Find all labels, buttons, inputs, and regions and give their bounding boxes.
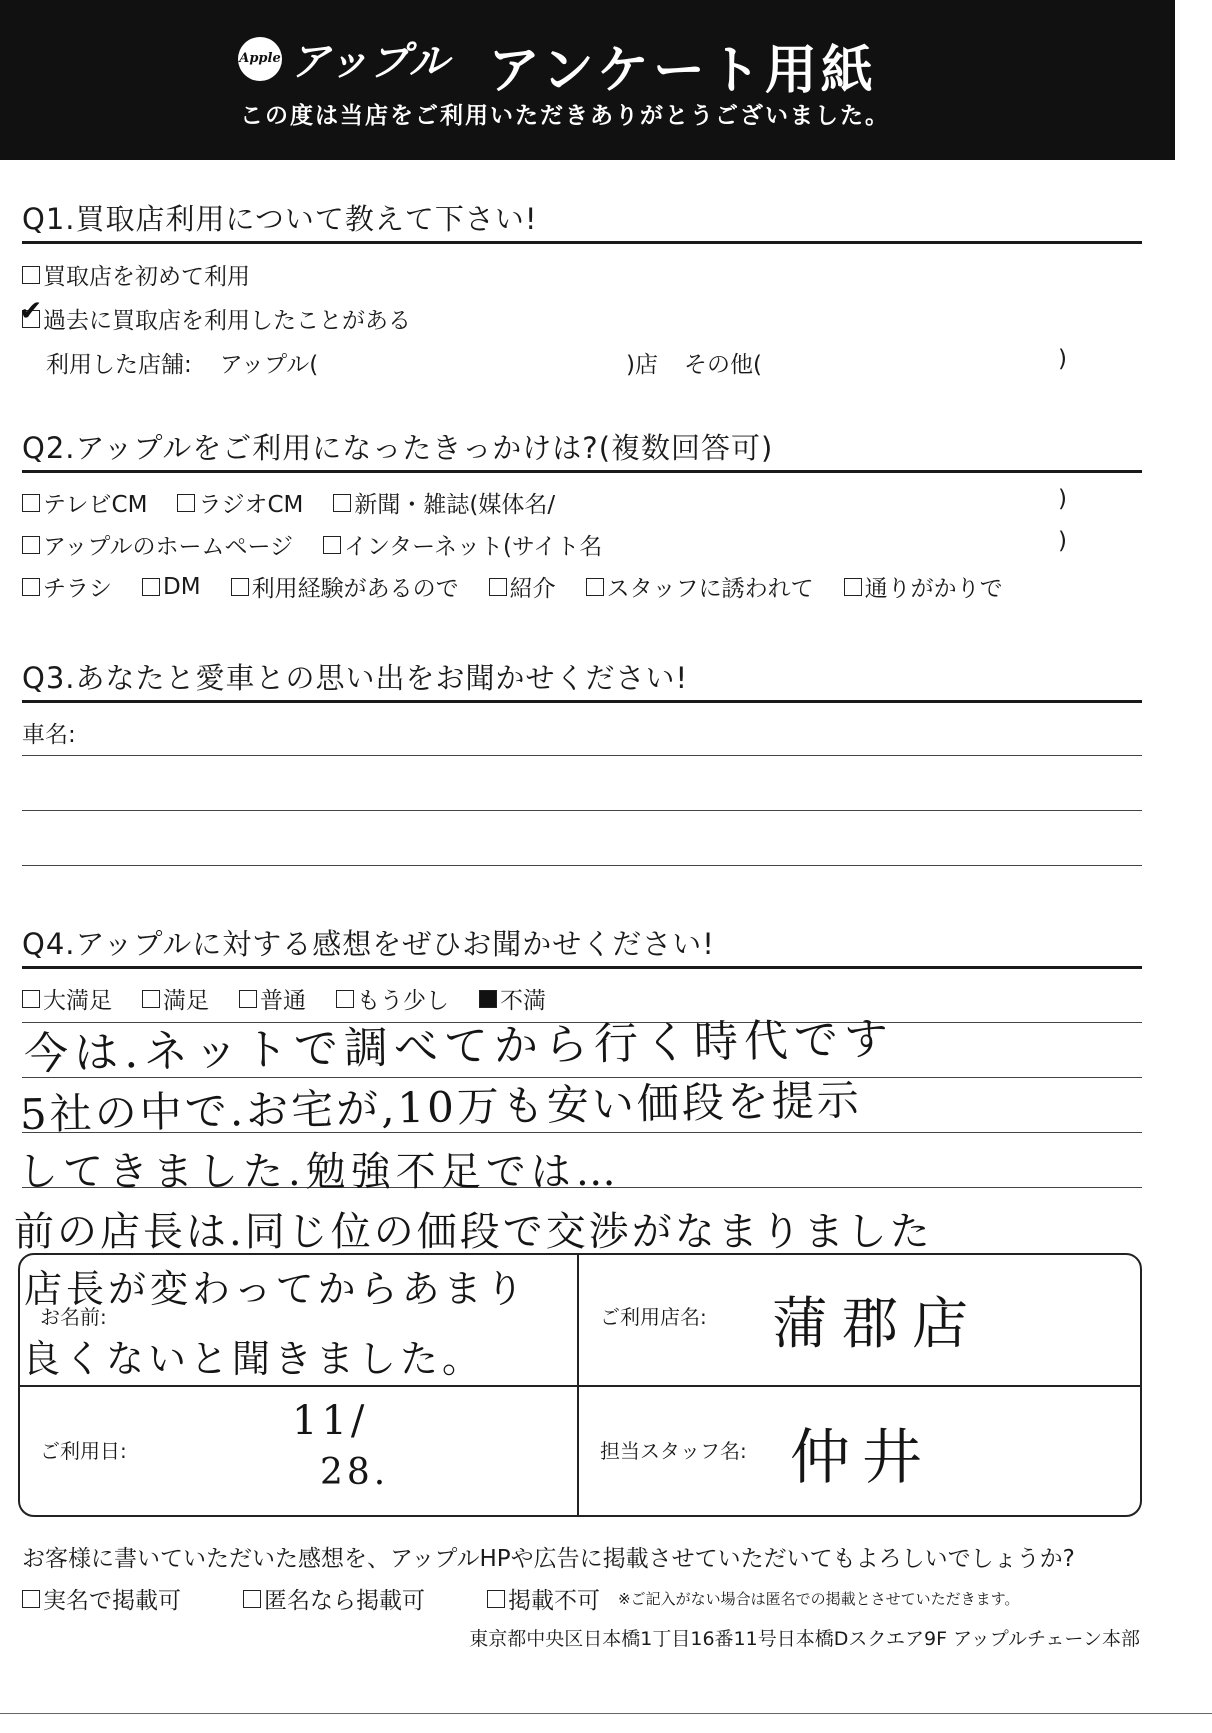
handwritten-line-1: 今は.ネットで調べてから行く時代です (23, 1013, 895, 1080)
store-apple-label: アップル( (219, 352, 319, 378)
option-label: 紹介 (509, 576, 556, 602)
option-label: 買取店を初めて利用 (43, 264, 250, 290)
q1-store-line (46, 346, 318, 379)
checkbox[interactable] (844, 578, 862, 596)
page-title: アンケート用紙 (488, 41, 877, 101)
checkbox[interactable] (142, 990, 160, 1008)
option-label: 掲載不可 (508, 1588, 600, 1614)
brand-logo (238, 30, 450, 87)
option-label: 匿名なら掲載可 (264, 1588, 425, 1614)
rating-satisfied[interactable] (142, 982, 209, 1015)
q1-title: Q1.買取店利用について教えて下さい! (22, 202, 538, 236)
q3-title: Q3.あなたと愛車との思い出をお聞かせください! (22, 661, 689, 695)
option-label: テレビCM (43, 492, 148, 518)
staff-name-value: 仲井 (790, 1423, 934, 1493)
option-experience[interactable] (231, 570, 459, 603)
option-label: 大満足 (43, 988, 112, 1014)
q1-option-first-time[interactable] (22, 258, 250, 291)
checkbox-checked[interactable] (479, 990, 497, 1008)
store-suffix: )店 (626, 352, 658, 378)
option-flyer[interactable] (22, 570, 112, 603)
handwritten-line-3: してきました.勉強不足では… (18, 1149, 621, 1195)
store-label: 利用した店舗: (46, 352, 192, 378)
visit-date-value-2: 28. (320, 1452, 390, 1493)
option-label: もう少し (357, 988, 449, 1014)
q1-rule (22, 241, 1142, 244)
visit-date-label: ご利用日: (40, 1439, 127, 1463)
option-label: 通りがかりで (864, 576, 1003, 602)
option-label: 普通 (260, 988, 306, 1014)
handwritten-line-5: 店長が変わってからあまり (24, 1267, 528, 1311)
footer-address: 東京都中央区日本橋1丁目16番11号日本橋Dスクエア9F アップルチェーン本部 (469, 1628, 1140, 1650)
option-label: インターネット(サイト名 (344, 534, 603, 560)
page-subtitle: この度は当店をご利用いただきありがとうございました。 (240, 103, 890, 129)
option-label: 新聞・雑誌(媒体名/ (354, 492, 556, 518)
consent-real-name[interactable] (22, 1582, 181, 1615)
car-name-label: 車名: (22, 722, 76, 748)
option-referral[interactable] (489, 570, 556, 603)
consent-question: お客様に書いていただいた感想を、アップルHPや広告に掲載させていただいてもよろしいでしょうか? (22, 1546, 1075, 1572)
checkbox[interactable] (333, 494, 351, 512)
checkbox[interactable] (239, 990, 257, 1008)
option-staff-invite[interactable] (586, 570, 814, 603)
q1-option-used-before[interactable] (19, 293, 411, 335)
rating-normal[interactable] (239, 982, 306, 1015)
checkbox[interactable] (22, 266, 40, 284)
write-line[interactable] (22, 810, 1142, 811)
option-homepage[interactable] (22, 528, 293, 561)
option-label: 利用経験があるので (251, 576, 459, 602)
checkbox[interactable] (487, 1590, 505, 1608)
divider (20, 1385, 1140, 1387)
q2-title: Q2.アップルをご利用になったきっかけは?(複数回答可) (22, 431, 774, 465)
check-mark-icon: ✔ (19, 293, 43, 327)
option-internet[interactable] (323, 528, 602, 561)
store-name-label: ご利用店名: (600, 1305, 707, 1329)
q4-title: Q4.アップルに対する感想をぜひお聞かせください! (22, 927, 715, 961)
checkbox[interactable] (177, 494, 195, 512)
checkbox[interactable] (323, 536, 341, 554)
staff-name-label: 担当スタッフ名: (600, 1439, 747, 1463)
q2-row-1 (22, 486, 555, 519)
write-line[interactable] (22, 865, 1142, 866)
q2-rule (22, 470, 1142, 473)
option-dm[interactable] (142, 574, 201, 600)
checkbox[interactable] (22, 1590, 40, 1608)
q1-store-suffix-line (626, 346, 762, 379)
logo-text: アップル (290, 38, 450, 85)
handwritten-line-2: 5社の中で.お宅が,10万も安い価段を提示 (19, 1075, 863, 1139)
option-newspaper[interactable] (333, 486, 555, 519)
option-label: 不満 (500, 988, 546, 1014)
q2-row1-close: ) (1058, 486, 1067, 512)
option-label: 実名で掲載可 (43, 1588, 181, 1614)
q2-row-3 (22, 570, 1003, 603)
handwritten-line-4: 前の店長は.同じ位の価段で交渉がなまりました (14, 1209, 933, 1255)
checkbox[interactable] (489, 578, 507, 596)
visit-date-value-1: 11/ (292, 1398, 369, 1444)
checkbox[interactable] (22, 494, 40, 512)
checkbox[interactable] (22, 578, 40, 596)
apple-logo-icon: Apple (238, 37, 282, 81)
q2-row-2 (22, 528, 602, 561)
q4-rule (22, 966, 1142, 969)
q3-rule (22, 700, 1142, 703)
option-label: DM (163, 573, 201, 600)
consent-not-allowed[interactable] (487, 1582, 600, 1615)
other-store-label: その他( (683, 352, 762, 378)
write-line[interactable] (22, 755, 1142, 756)
option-tv-cm[interactable] (22, 486, 147, 519)
consent-anonymous[interactable] (243, 1582, 425, 1615)
q2-row2-close: ) (1058, 528, 1067, 554)
consent-note: ※ご記入がない場合は匿名での掲載とさせていただきます。 (618, 1590, 1020, 1608)
option-label: 過去に買取店を利用したことがある (43, 308, 411, 334)
q1-close-paren: ) (1058, 346, 1067, 372)
checkbox-checked[interactable] (19, 293, 43, 328)
rating-very-satisfied[interactable] (22, 982, 112, 1015)
handwritten-line-6: 良くないと聞きました。 (22, 1337, 485, 1381)
header-banner (0, 0, 1175, 160)
consent-options (22, 1582, 1019, 1615)
option-label: アップルのホームページ (43, 534, 294, 560)
bottom-rule (0, 1713, 1212, 1714)
option-label: スタッフに誘われて (606, 576, 814, 602)
option-label: チラシ (43, 576, 112, 602)
option-passing-by[interactable] (844, 570, 1003, 603)
checkbox[interactable] (586, 578, 604, 596)
checkbox[interactable] (243, 1590, 261, 1608)
checkbox[interactable] (336, 990, 354, 1008)
name-label: お名前: (40, 1305, 107, 1329)
store-name-value: 蒲郡店 (772, 1292, 982, 1357)
checkbox[interactable] (142, 578, 160, 596)
checkbox[interactable] (22, 536, 40, 554)
option-radio-cm[interactable] (177, 486, 303, 519)
option-label: 満足 (163, 988, 209, 1014)
option-label: ラジオCM (198, 492, 304, 518)
checkbox[interactable] (22, 990, 40, 1008)
checkbox[interactable] (231, 578, 249, 596)
